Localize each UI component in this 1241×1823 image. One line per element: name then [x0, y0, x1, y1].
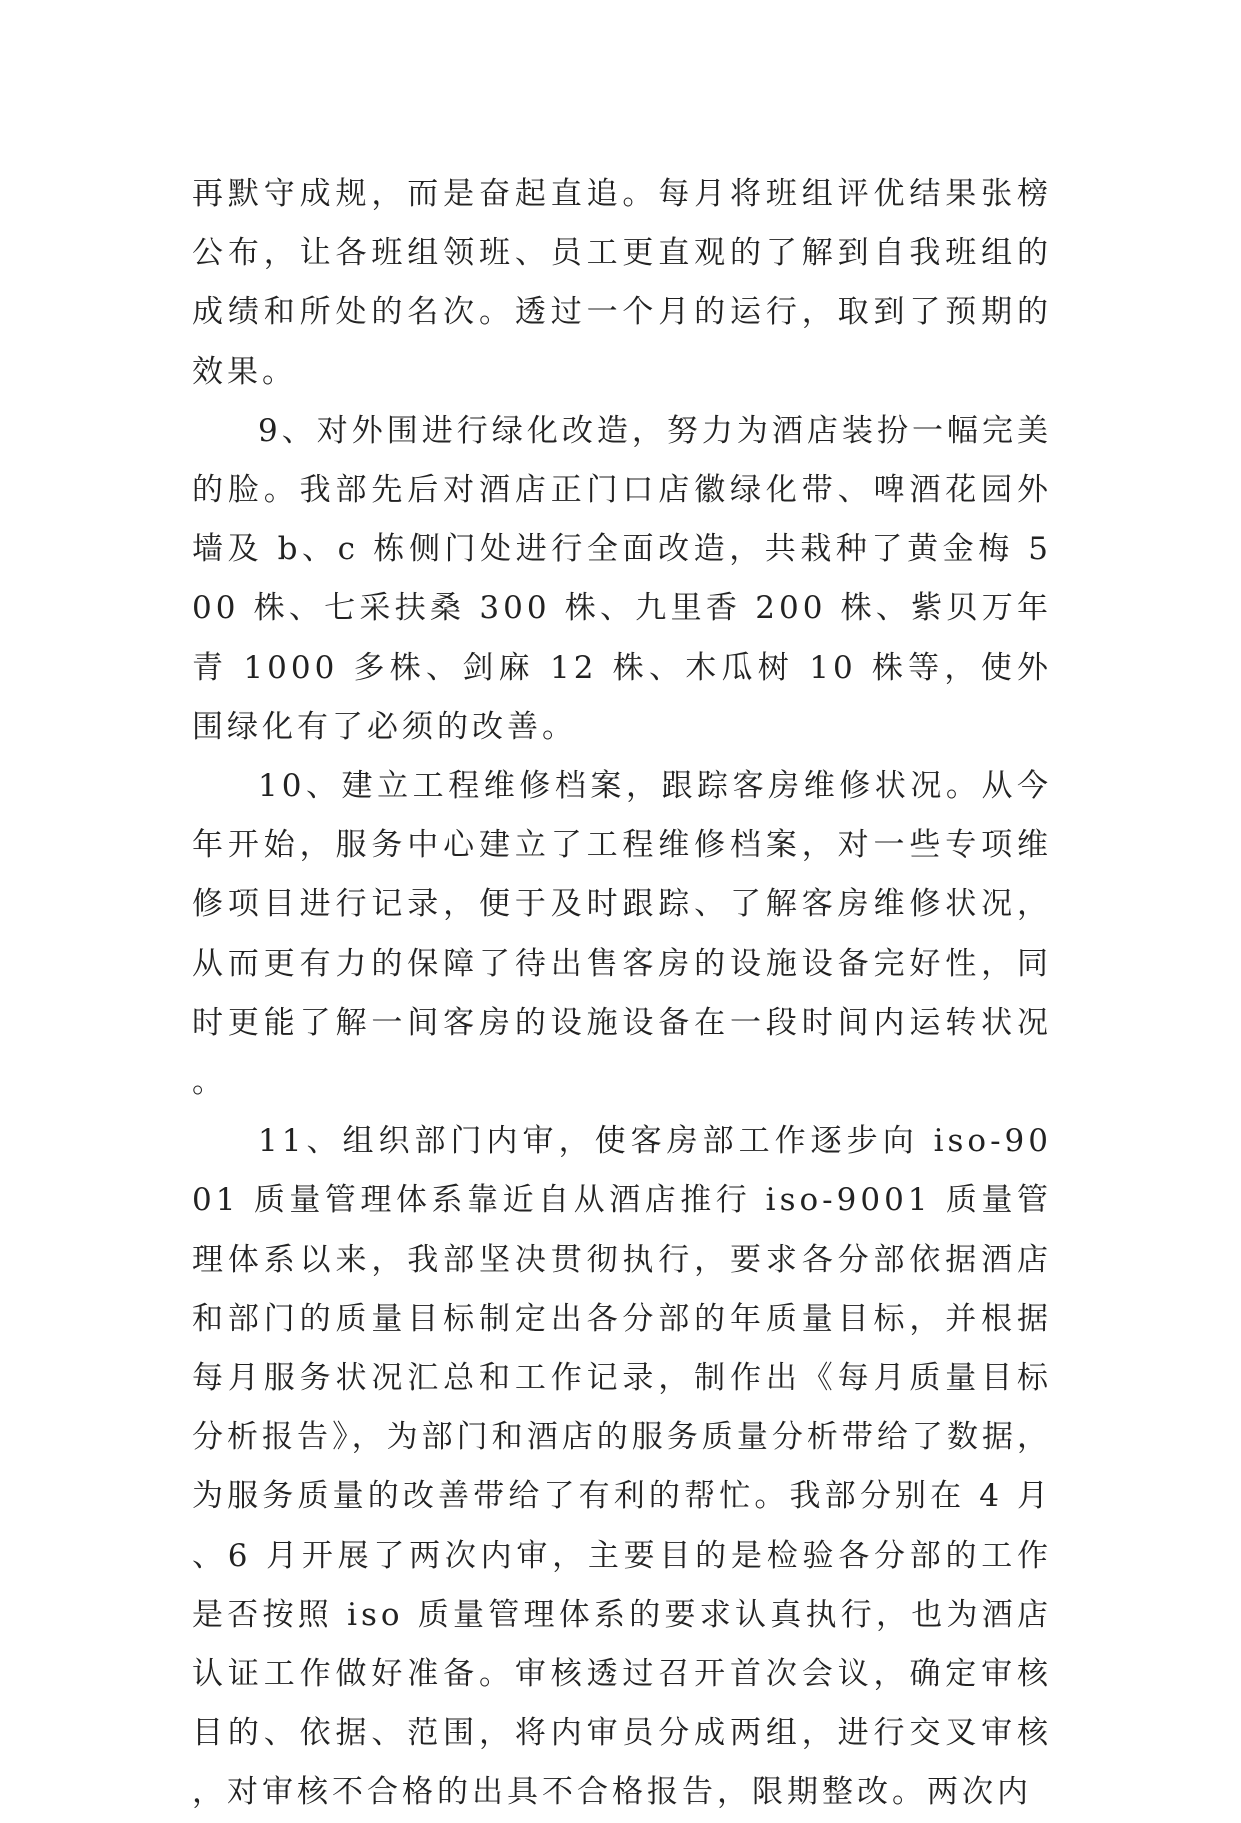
document-body	[192, 165, 1052, 1823]
paragraph-item-10: 10、建立工程维修档案，跟踪客房维修状况。从今年开始，服务中心建立了工程维修档案，对一些专项维修项目进行记录，便于及时跟踪、了解客房维修状况，从而更有力的保障了待出售客房的设施设备完好性，同时更能了解一间客房的设施设备在一段时间内运转状况。	[192, 768, 1052, 1101]
paragraph-continued: 再默守成规，而是奋起直追。每月将班组评优结果张榜公布，让各班组领班、员工更直观的了解到自我班组的成绩和所处的名次。透过一个月的运行，取到了预期的效果。	[192, 176, 1052, 390]
paragraph-item-9: 9、对外围进行绿化改造，努力为酒店装扮一幅完美的脸。我部先后对酒店正门口店徽绿化带、啤酒花园外墙及 b、c 栋侧门处进行全面改造，共栽种了黄金梅 500 株、七采扶桑 300 株、九里香 200 株、紫贝万年青 1000 多株、剑麻 12 株、木瓜树 10 株等，使外围绿化有了必须的改善。	[192, 412, 1052, 745]
paragraph-item-11: 11、组织部门内审，使客房部工作逐步向 iso-9001 质量管理体系靠近自从酒店推行 iso-9001 质量管理体系以来，我部坚决贯彻执行，要求各分部依据酒店和部门的质量目标制定出各分部的年质量目标，并根据每月服务状况汇总和工作记录，制作出《每月质量目标分析报告》，为部门和酒店的服务质量分析带给了数据，为服务质量的改善带给了有利的帮忙。我部分别在 4 月、6 月开展了两次内审，主要目的是检验各分部的工作是否按照 iso 质量管理体系的要求认真执行，也为酒店认证工作做好准备。审核透过召开首次会议，确定审核目的、依据、范围，将内审员分成两组，进行交叉审核，对审核不合格的出具不合格报告，限期整改。两次内	[192, 1123, 1052, 1811]
